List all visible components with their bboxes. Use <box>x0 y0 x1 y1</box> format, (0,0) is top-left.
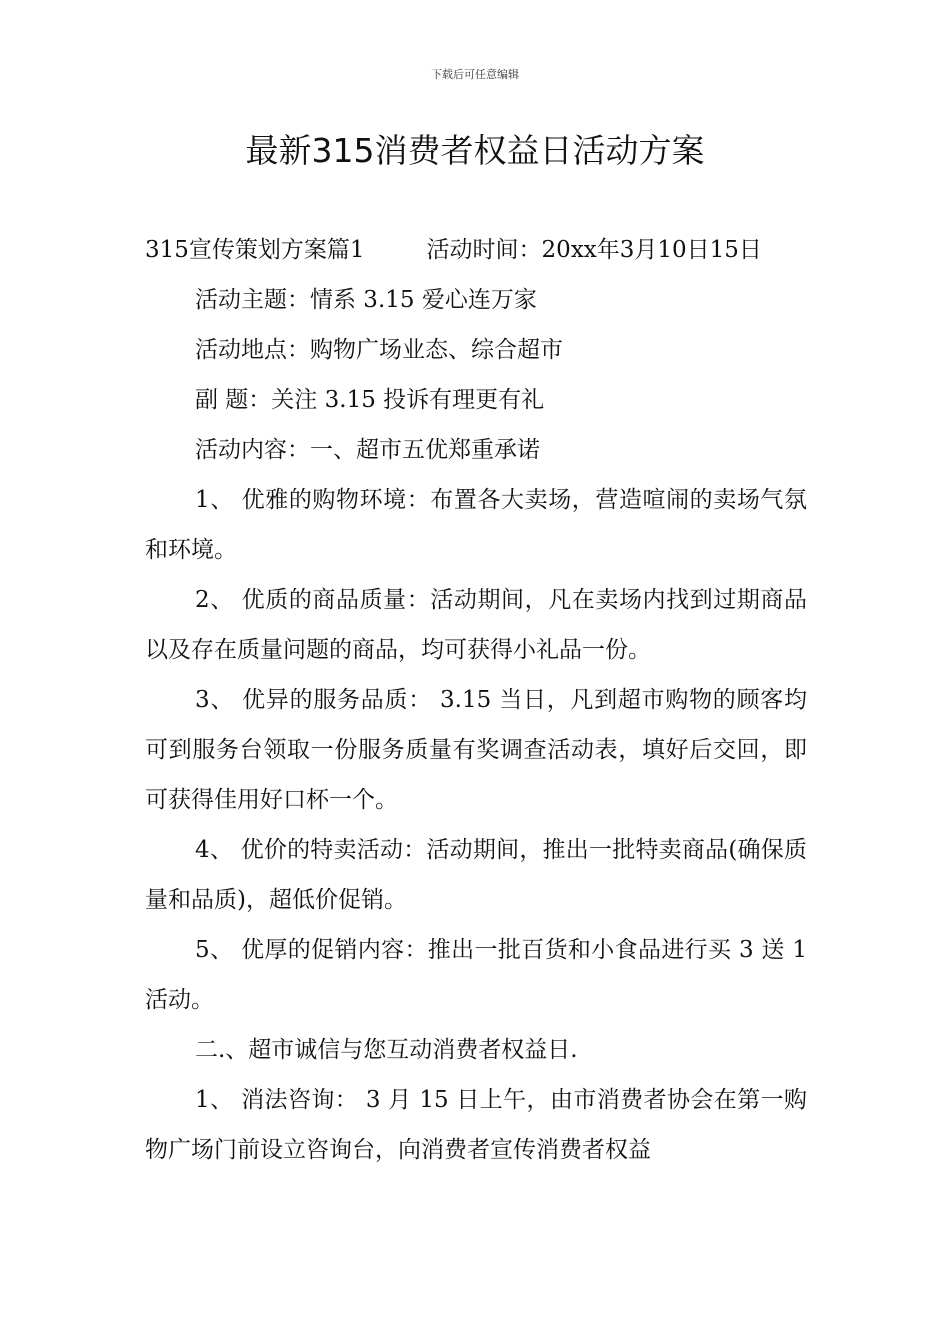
section-heading: 315宣传策划方案篇1 <box>145 237 365 263</box>
activity-time: 活动时间：20xx年3月10日15日 <box>426 237 762 263</box>
paragraph-subtitle: 副 题：关注 3.15 投诉有理更有礼 <box>195 387 545 413</box>
paragraph-item-5: 5、 优厚的促销内容：推出一批百货和小食品进行买 3 送 1 活动。 <box>145 937 807 1013</box>
paragraph-consult: 1、 消法咨询： 3 月 15 日上午，由市消费者协会在第一购物广场门前设立咨询台，向消费者宣传消费者权益 <box>145 1087 807 1163</box>
document-body <box>145 225 807 1175</box>
paragraph-item-3: 3、 优异的服务品质： 3.15 当日，凡到超市购物的顾客均可到服务台领取一份服务质量有奖调查活动表，填好后交回，即可获得佳用好口杯一个。 <box>145 687 807 813</box>
document-title: 最新315消费者权益日活动方案 <box>245 131 705 170</box>
paragraph-theme: 活动主题：情系 3.15 爱心连万家 <box>195 287 537 313</box>
header-note: 下载后可任意编辑 <box>431 68 519 81</box>
paragraph-item-4: 4、 优价的特卖活动：活动期间，推出一批特卖商品(确保质量和品质)，超低价促销。 <box>145 837 807 913</box>
paragraph-item-1: 1、 优雅的购物环境：布置各大卖场，营造喧闹的卖场气氛和环境。 <box>145 487 807 563</box>
paragraph-section-2: 二.、超市诚信与您互动消费者权益日. <box>195 1037 578 1063</box>
paragraph-location: 活动地点：购物广场业态、综合超市 <box>195 337 563 363</box>
paragraph-item-2: 2、 优质的商品质量：活动期间，凡在卖场内找到过期商品以及存在质量问题的商品，均可获得小礼品一份。 <box>145 587 807 663</box>
paragraph-content: 活动内容：一、超市五优郑重承诺 <box>195 437 540 463</box>
paragraph-intro <box>145 225 807 275</box>
